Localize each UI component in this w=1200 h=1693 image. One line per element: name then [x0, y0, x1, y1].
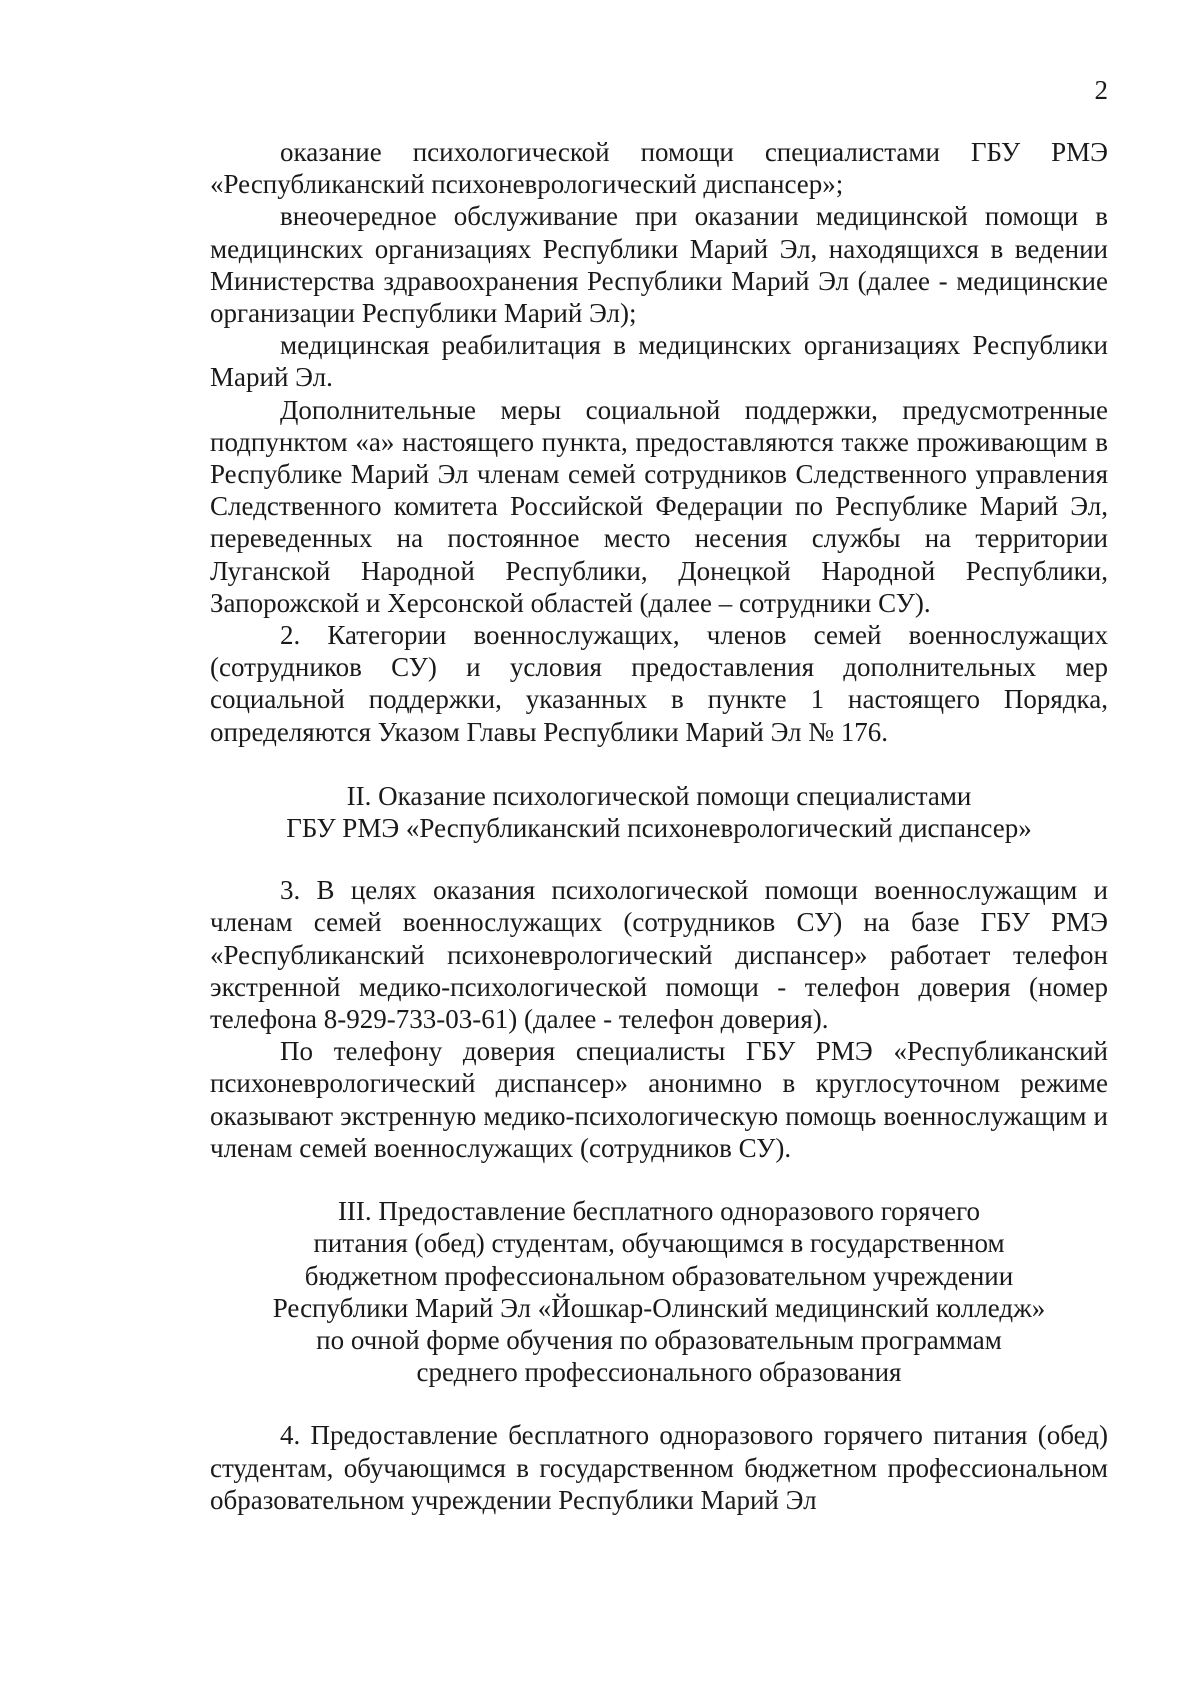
section-2-heading: [210, 780, 1108, 844]
document-body: [210, 136, 1108, 1516]
section-3-heading-line: по очной форме обучения по образовательным программам: [316, 1324, 1002, 1355]
section-3-heading-line: бюджетном профессиональном образовательном учреждении: [304, 1260, 1014, 1291]
spacer: [210, 1388, 1108, 1419]
paragraph-clause-2: 2. Категории военнослужащих, членов семей военнослужащих (сотрудников СУ) и условия предоставления дополнительных мер социальной поддержки, указанных в пункте 1 настоящего Порядка, определяются Указом Главы Республики Марий Эл № 176.: [210, 620, 1108, 747]
section-3-heading-line: III. Предоставление бесплатного одноразового горячего: [337, 1196, 981, 1227]
spacer: [210, 844, 1108, 874]
page-number: 2: [1094, 75, 1108, 105]
paragraph-clause-4: 4. Предоставление бесплатного одноразового горячего питания (обед) студентам, обучающимся в государственном бюджетном профессиональном образовательном учреждении Республики Марий Эл: [210, 1420, 1108, 1515]
paragraph-hotline-service: По телефону доверия специалисты ГБУ РМЭ «Республиканский психоневрологический диспансер» анонимно в круглосуточном режиме оказывают экстренную медико-психологическую помощь военнослужащим и членам семей военнослужащих (сотрудников СУ).: [210, 1036, 1108, 1163]
paragraph-medical-rehabilitation-item: медицинская реабилитация в медицинских организациях Республики Марий Эл.: [210, 330, 1108, 393]
section-2-heading-line: II. Оказание психологической помощи специалистами: [346, 780, 972, 811]
paragraph-psychological-help-item: оказание психологической помощи специалистами ГБУ РМЭ «Республиканский психоневрологический диспансер»;: [210, 137, 1108, 200]
section-3-heading-line: среднего профессионального образования: [416, 1357, 902, 1388]
section-3-heading: [210, 1195, 1108, 1388]
section-2-heading-line: ГБУ РМЭ «Республиканский психоневрологический диспансер»: [286, 813, 1032, 844]
section-3-heading-line: питания (обед) студентам, обучающимся в государственном: [313, 1228, 1005, 1259]
paragraph-priority-service-item: внеочередное обслуживание при оказании медицинской помощи в медицинских организациях Республики Марий Эл, находящихся в ведении Министерства здравоохранения Республики Марий Эл (далее - медицинские организации Республики Марий Эл);: [210, 201, 1108, 329]
spacer: [210, 1164, 1108, 1195]
paragraph-additional-measures: Дополнительные меры социальной поддержки, предусмотренные подпунктом «а» настоящего пункта, предоставляются также проживающим в Республике Марий Эл членам семей сотрудников Следственного управления Следственного комитета Российской Федерации по Республике Марий Эл, переведенных на постоянное место несения службы на территории Луганской Народной Республики, Донецкой Народной Республики, Запорожской и Херсонской областей (далее – сотрудники СУ).: [210, 394, 1108, 618]
spacer: [210, 748, 1108, 780]
paragraph-clause-3: 3. В целях оказания психологической помощи военнослужащим и членам семей военнослужащих (сотрудников СУ) на базе ГБУ РМЭ «Республиканский психоневрологический диспансер» работает телефон экстренной медико-психологической помощи - телефон доверия (номер телефона 8-929-733-03-61) (далее - телефон доверия).: [210, 875, 1108, 1035]
section-3-heading-line: Республики Марий Эл «Йошкар-Олинский медицинский колледж»: [272, 1292, 1046, 1323]
